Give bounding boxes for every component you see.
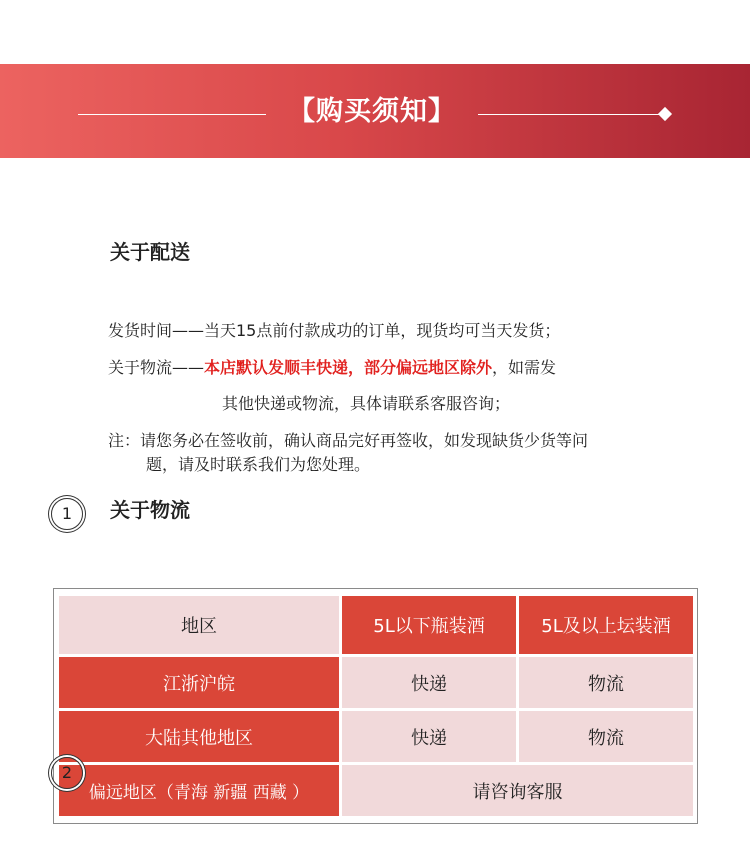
title-banner xyxy=(0,64,750,158)
ship-time-text: 发货时间——当天15点前付款成功的订单，现货均可当天发货； xyxy=(108,321,561,340)
logistics-text-line2: 其他快递或物流，具体请联系客服咨询； xyxy=(222,394,511,413)
table-header-bottled: 5L以下瓶装酒 xyxy=(342,596,516,654)
logistics-highlight: 本店默认发顺丰快递，部分偏远地区除外 xyxy=(204,358,493,377)
table-cell-bottled: 快递 xyxy=(342,711,516,762)
note-line1: 注：请您务必在签收前，确认商品完好再签收，如发现缺货少货等问 xyxy=(108,431,589,450)
logistics-text xyxy=(108,357,556,379)
diamond-icon xyxy=(658,107,672,121)
note-line2: 题，请及时联系我们为您处理。 xyxy=(146,455,371,474)
banner-line-left xyxy=(78,114,266,115)
table-header-jar: 5L及以上坛装酒 xyxy=(519,596,693,654)
logistics-suffix: ，如需发 xyxy=(492,358,557,377)
table-cell-bottled: 快递 xyxy=(342,657,516,708)
banner-line-right xyxy=(478,114,666,115)
table-header-region: 地区 xyxy=(59,596,339,654)
table-row-region: 江浙沪皖 xyxy=(59,657,339,708)
table-row-region: 大陆其他地区 xyxy=(59,711,339,762)
banner-title: 【购买须知】 xyxy=(288,96,456,127)
table-cell-jar: 物流 xyxy=(519,657,693,708)
logistics-heading: 关于物流 xyxy=(110,498,190,522)
table-cell-jar: 物流 xyxy=(519,711,693,762)
table-cell-merged: 请咨询客服 xyxy=(342,765,693,816)
marker-1: 1 xyxy=(51,498,83,530)
delivery-heading: 关于配送 xyxy=(110,240,190,264)
logistics-prefix: 关于物流—— xyxy=(108,358,205,377)
table-row-region: 偏远地区（青海 新疆 西藏 ） xyxy=(59,765,339,816)
marker-2: 2 xyxy=(51,757,83,789)
